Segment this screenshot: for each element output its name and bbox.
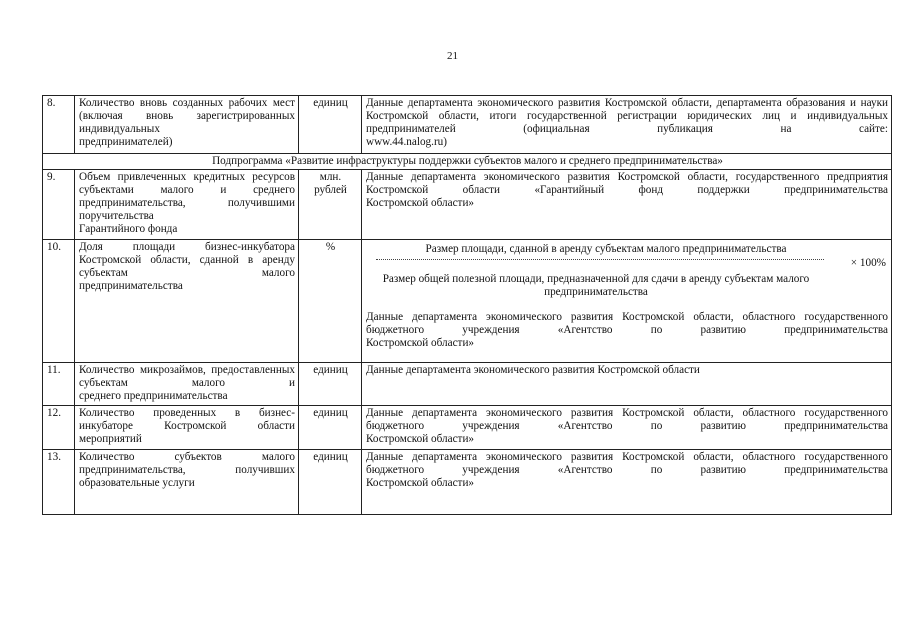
- row-number: 11.: [43, 363, 75, 406]
- unit-cell: единиц: [299, 96, 362, 154]
- table-row: [43, 450, 892, 515]
- source-text-last: Костромской области»: [366, 433, 475, 445]
- unit-cell: единиц: [299, 363, 362, 406]
- indicator-name: [75, 240, 299, 363]
- table-row: [43, 96, 892, 154]
- table-row: [43, 170, 892, 240]
- indicator-name-last: предпринимательства: [79, 280, 183, 292]
- fraction-line: [376, 259, 824, 260]
- source-text: Данные департамента экономического развития Костромской области: [366, 364, 700, 376]
- indicator-name-text: Количество субъектов малого предпринимательства, получивших: [79, 451, 295, 476]
- unit-cell: единиц: [299, 406, 362, 450]
- indicator-name-text: Количество микрозаймов, предоставленных субъектам малого и: [79, 364, 295, 389]
- page-number: 21: [447, 50, 458, 62]
- indicator-name: [75, 170, 299, 240]
- indicator-name: [75, 96, 299, 154]
- subprogram-row: [43, 154, 892, 170]
- indicator-name: [75, 450, 299, 515]
- unit-cell: млн. рублей: [299, 170, 362, 240]
- source-cell: [362, 363, 892, 406]
- unit-cell: единиц: [299, 450, 362, 515]
- formula-multiplier: × 100%: [850, 257, 886, 269]
- indicator-name-text: Количество вновь созданных рабочих мест (включая вновь зарегистрированных индивидуальных: [79, 97, 295, 135]
- indicator-name: [75, 406, 299, 450]
- row-number: 8.: [43, 96, 75, 154]
- source-text: Данные департамента экономического развития Костромской области, областного государственного бюджетного учреждения «Агентство по развитию предпринимательства: [366, 407, 888, 432]
- source-text: Данные департамента экономического развития Костромской области, государственного предприятия Костромской области «Гарантийный фонд поддержки предпринимательства: [366, 171, 888, 196]
- indicator-name-last: предпринимателей): [79, 136, 173, 148]
- unit-cell: %: [299, 240, 362, 363]
- row-number: 13.: [43, 450, 75, 515]
- table-row: [43, 240, 892, 363]
- indicator-name-text: Количество проведенных в бизнес-инкубаторе Костромской области: [79, 407, 295, 432]
- table-row: [43, 406, 892, 450]
- indicator-name-text: Объем привлеченных кредитных ресурсов субъектами малого и среднего предпринимательства, получившими поручительства: [79, 171, 295, 222]
- source-text-last: Костромской области»: [366, 197, 475, 209]
- source-text: Данные департамента экономического развития Костромской области, департамента образования и науки Костромской области, итоги государственной регистрации юридических лиц и индивидуальных предпринимателей (официальная публикация на сайте:: [366, 97, 888, 135]
- table-row: [43, 363, 892, 406]
- formula-denominator: Размер общей полезной площади, предназначенной для сдачи в аренду субъектам малого предпринимательства: [382, 273, 810, 298]
- calculation-formula: [366, 243, 888, 309]
- source-text-last: Костромской области»: [366, 477, 475, 489]
- source-cell: [362, 96, 892, 154]
- source-text-last: Костромской области»: [366, 337, 475, 349]
- row-number: 12.: [43, 406, 75, 450]
- source-text: Данные департамента экономического развития Костромской области, областного государственного бюджетного учреждения «Агентство по развитию предпринимательства: [366, 451, 888, 476]
- indicator-name-last: мероприятий: [79, 433, 142, 445]
- source-cell: [362, 170, 892, 240]
- indicator-name-last: образовательные услуги: [79, 477, 195, 489]
- indicators-table: [42, 95, 892, 515]
- source-text-last: www.44.nalog.ru): [366, 136, 447, 148]
- indicator-name-text: Доля площади бизнес-инкубатора Костромской области, сданной в аренду субъектам малого: [79, 241, 295, 279]
- source-cell: [362, 450, 892, 515]
- indicator-name: [75, 363, 299, 406]
- indicator-name-last: среднего предпринимательства: [79, 390, 228, 402]
- row-number: 9.: [43, 170, 75, 240]
- source-cell: [362, 406, 892, 450]
- indicator-name-last: Гарантийного фонда: [79, 223, 178, 235]
- formula-numerator: Размер площади, сданной в аренду субъектам малого предпринимательства: [425, 243, 787, 255]
- subprogram-title: Подпрограмма «Развитие инфраструктуры поддержки субъектов малого и среднего предпринимательства»: [43, 154, 892, 170]
- source-cell: [362, 240, 892, 363]
- row-number: 10.: [43, 240, 75, 363]
- source-text: Данные департамента экономического развития Костромской области, областного государственного бюджетного учреждения «Агентство по развитию предпринимательства: [366, 311, 888, 336]
